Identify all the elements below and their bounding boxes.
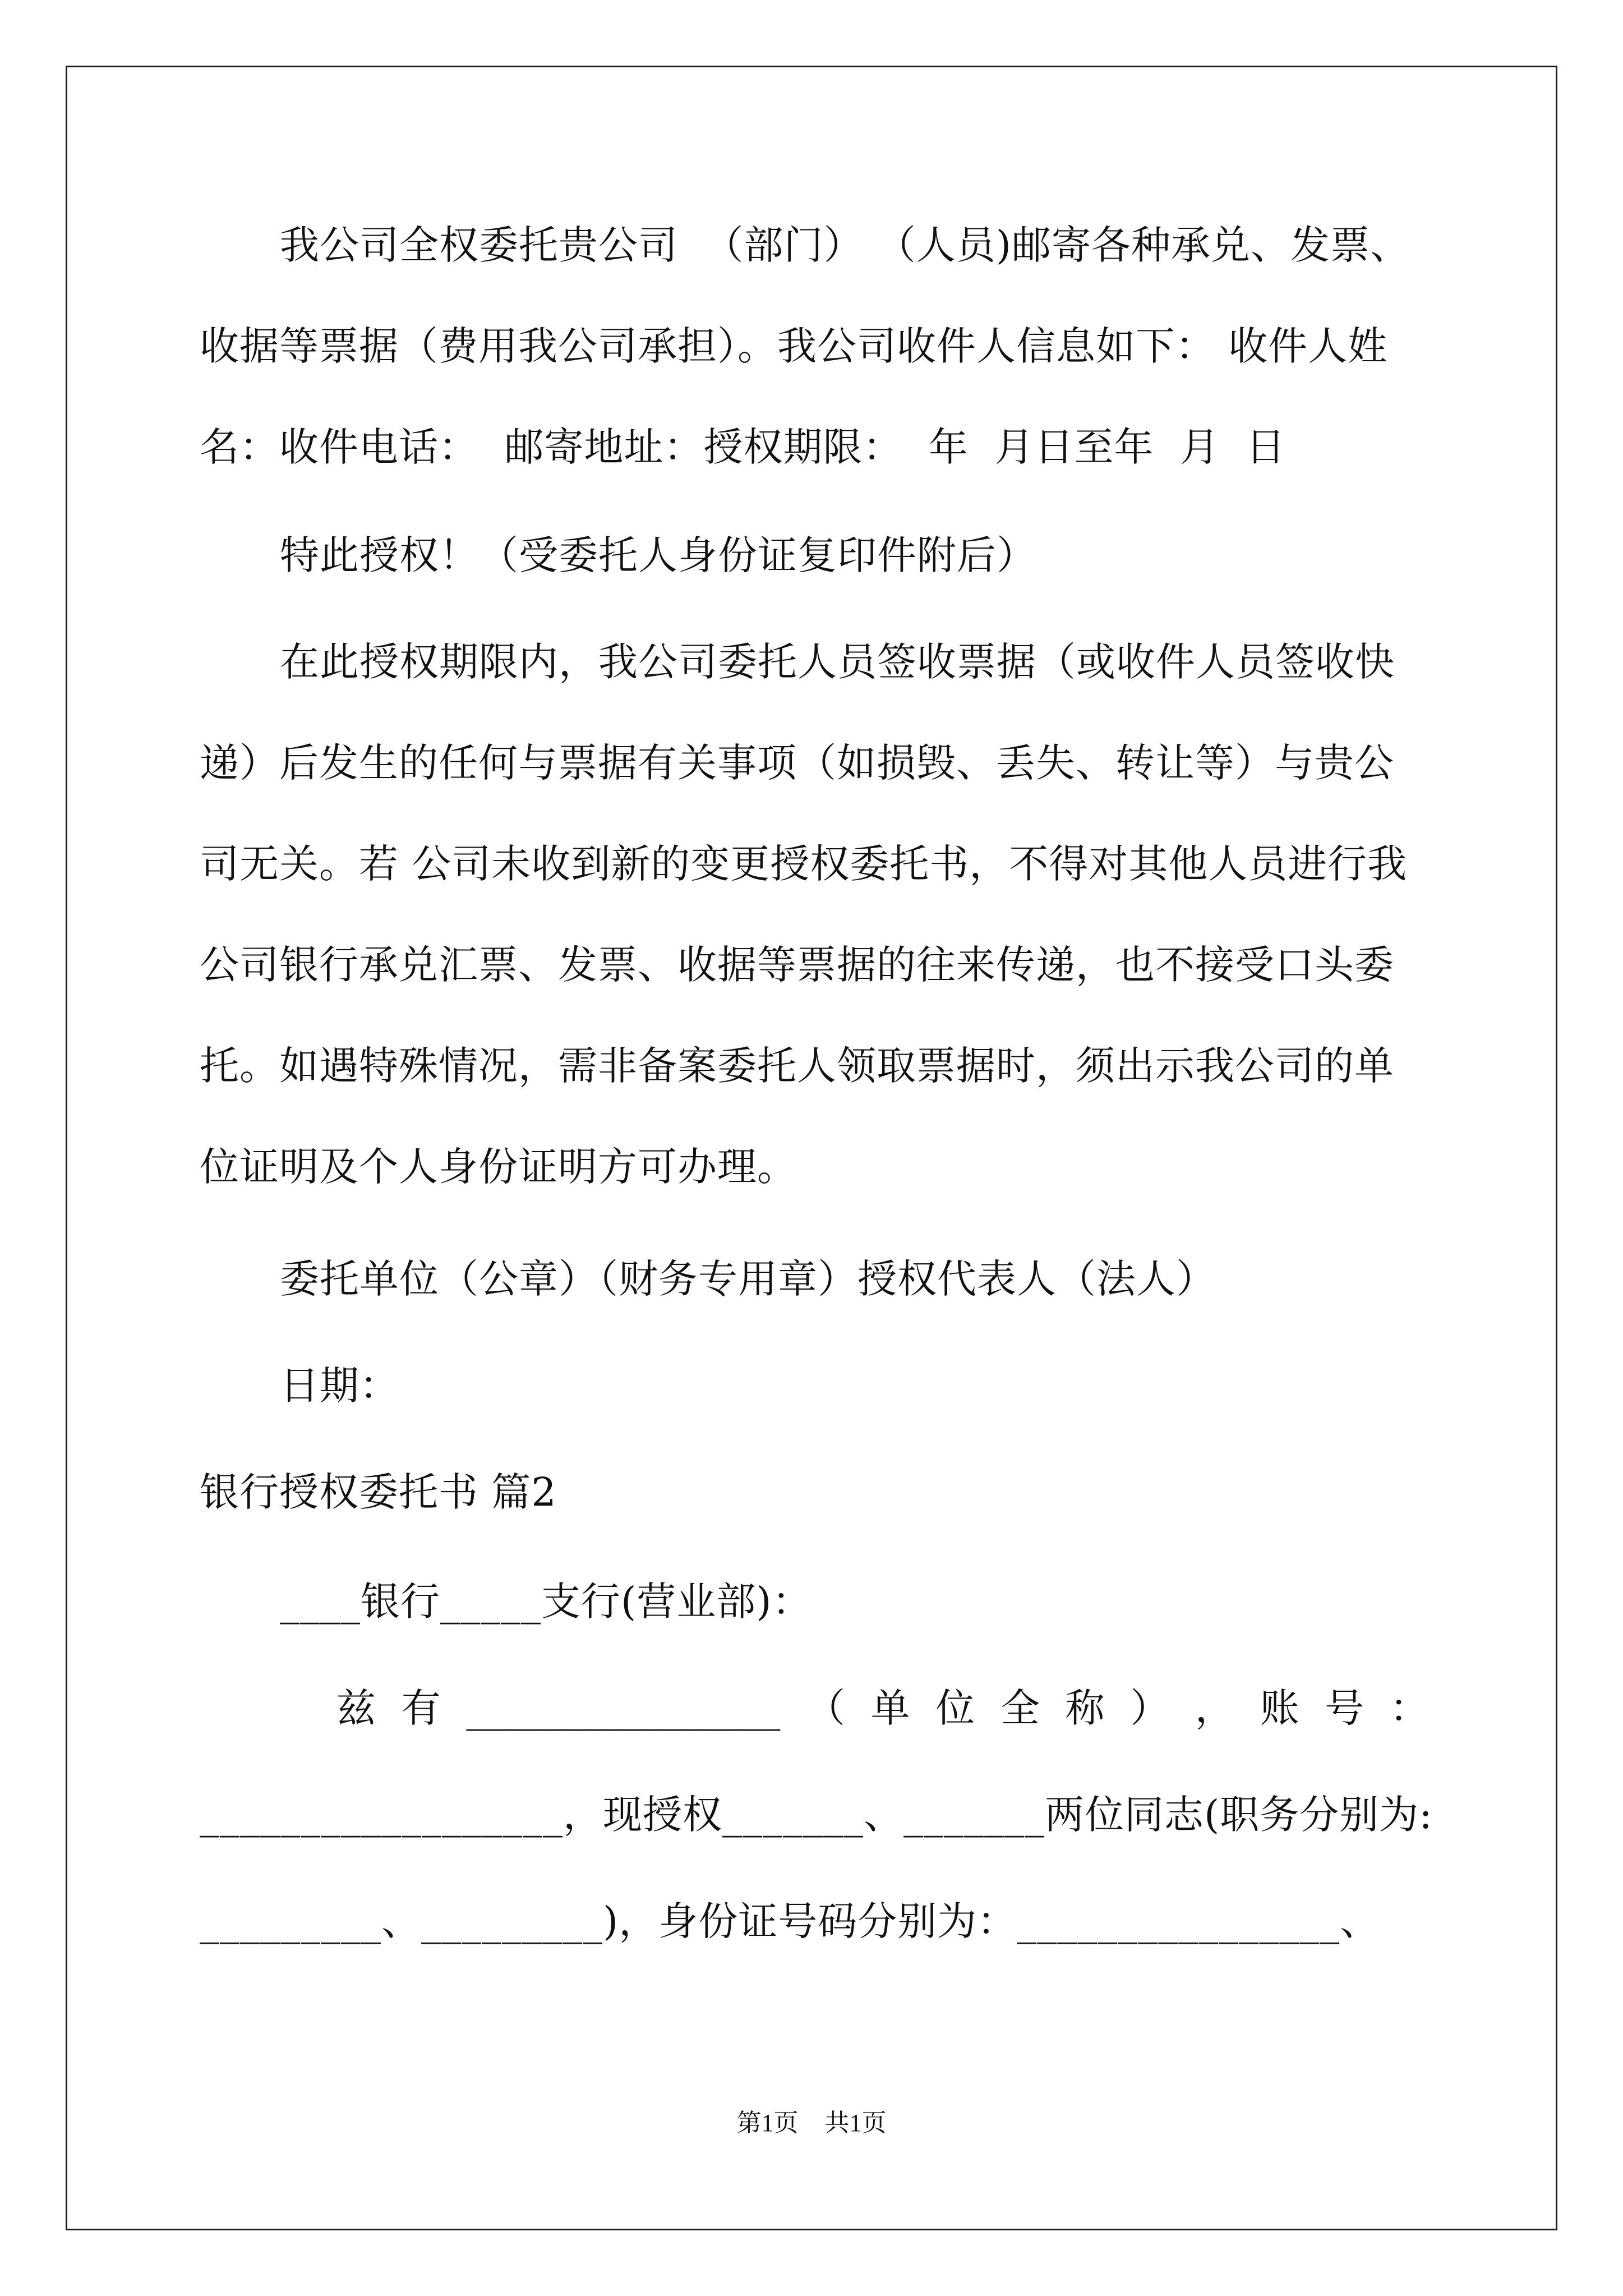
line-1-part: 号: [1325, 1685, 1364, 1731]
section-2-line-1: [336, 1683, 1429, 1733]
line-1-part: 单: [870, 1685, 910, 1731]
line-1-part: 账: [1260, 1685, 1299, 1731]
page-footer: [0, 2106, 1623, 2140]
signature-line: 委托单位（公章）（财务专用章）授权代表人（法人）: [280, 1256, 1216, 1302]
line-1-part: 称: [1065, 1685, 1105, 1731]
line-1-part: 兹: [336, 1685, 376, 1731]
line-1-part: ________________: [466, 1685, 781, 1731]
paragraph-3-line-2: 递）后发生的任何与票据有关事项（如损毁、丢失、转让等）与贵公: [200, 740, 1394, 786]
line-1-part: ：: [1389, 1685, 1429, 1731]
section-2-heading: 银行授权委托书 篇2: [200, 1469, 557, 1515]
line-1-part: ）: [1130, 1685, 1170, 1731]
section-2-line-3: _________、_________)，身份证号码分别为：________________、: [200, 1898, 1380, 1944]
paragraph-3-line-4: 公司银行承兑汇票、发票、收据等票据的往来传递，也不接受口头委: [200, 942, 1394, 988]
section-2-salutation: ____银行_____支行(营业部)：: [280, 1579, 812, 1625]
line-1-part: 全: [1000, 1685, 1040, 1731]
paragraph-1-line-1: 我公司全权委托贵公司 （部门） （人员)邮寄各种承兑、发票、: [280, 222, 1410, 268]
paragraph-3-line-5: 托。如遇特殊情况，需非备案委托人领取票据时，须出示我公司的单: [200, 1043, 1394, 1089]
paragraph-3-line-6: 位证明及个人身份证明方可办理。: [200, 1144, 797, 1190]
paragraph-1-line-3: 名：收件电话： 邮寄地址：授权期限： 年 月日至年 月 日: [200, 424, 1286, 470]
paragraph-3-line-3: 司无关。若 公司未收到新的变更授权委托书，不得对其他人员进行我: [200, 841, 1408, 887]
paragraph-3-line-1: 在此授权期限内，我公司委托人员签收票据（或收件人员签收快: [280, 639, 1395, 685]
page-total: 共1页: [824, 2109, 887, 2137]
line-1-part: （: [805, 1685, 845, 1731]
paragraph-2-line-1: 特此授权！（受委托人身份证复印件附后）: [280, 532, 1036, 578]
section-2-line-2: __________________，现授权_______、_______两位同志(职务分别为:: [200, 1792, 1433, 1838]
line-1-part: 有: [401, 1685, 441, 1731]
line-1-part: 位: [935, 1685, 975, 1731]
date-label: 日期：: [280, 1363, 399, 1409]
paragraph-1-line-2: 收据等票据（费用我公司承担）。我公司收件人信息如下： 收件人姓: [200, 323, 1388, 369]
page-number: 第1页: [736, 2109, 799, 2137]
line-1-part: ，: [1195, 1685, 1234, 1731]
